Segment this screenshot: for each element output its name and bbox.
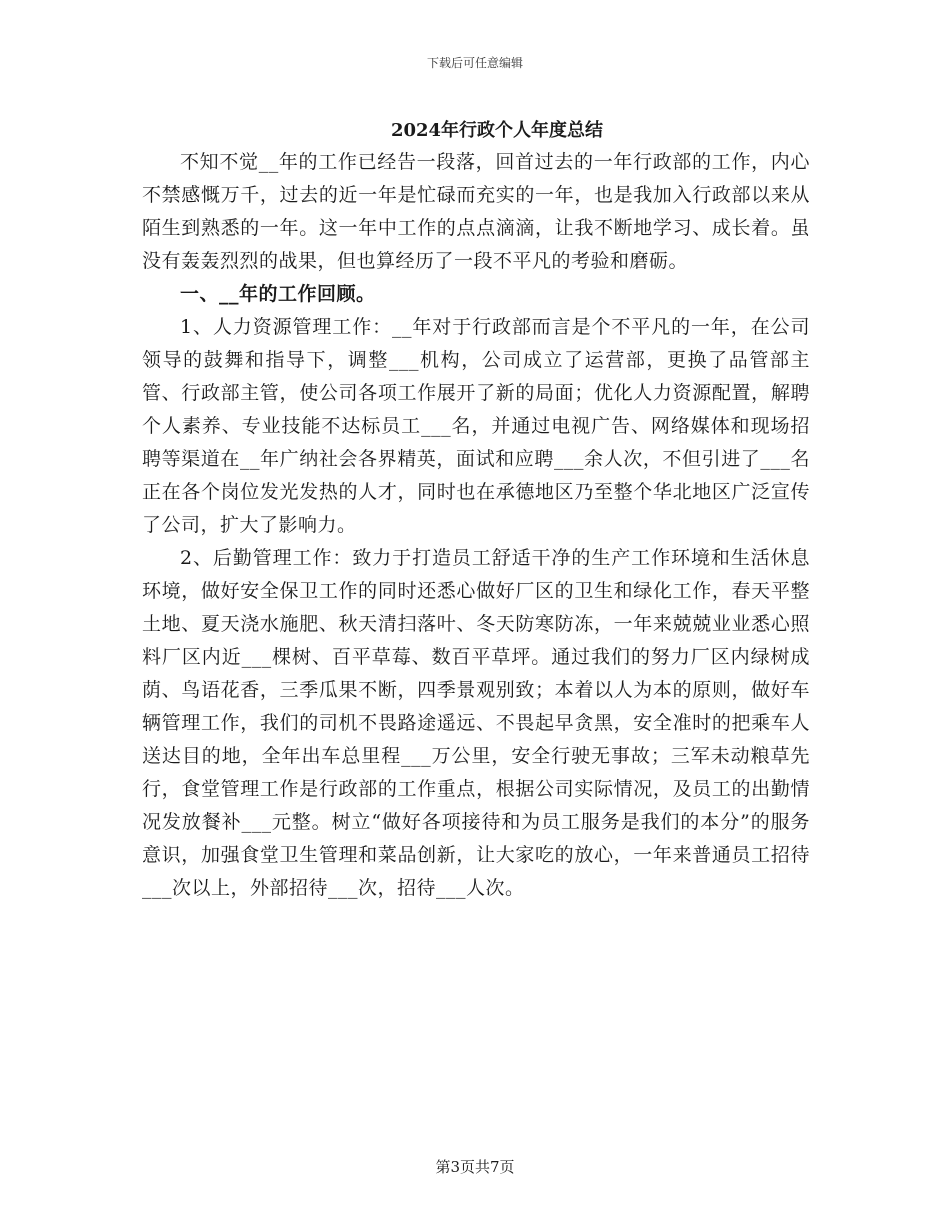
document-body: [142, 146, 810, 905]
page-header-note: 下载后可任意编辑: [426, 56, 523, 70]
page-number-footer: 第3页共7页: [435, 1158, 515, 1176]
hr-management-paragraph: 1、人力资源管理工作：__年对于行政部而言是个不平凡的一年，在公司领导的鼓舞和指导下，调整___机构，公司成立了运营部，更换了品管部主管、行政部主管，使公司各项工作展开了新的局面；优化人力资源配置，解聘个人素养、专业技能不达标员工___名，并通过电视广告、网络媒体和现场招聘等渠道在__年广纳社会各界精英，面试和应聘___余人次，不但引进了___名正在各个岗位发光发热的人才，同时也在承德地区乃至整个华北地区广泛宣传了公司，扩大了影响力。: [142, 316, 810, 536]
logistics-management-paragraph: 2、后勤管理工作：致力于打造员工舒适干净的生产工作环境和生活休息环境，做好安全保卫工作的同时还悉心做好厂区的卫生和绿化工作，春天平整土地、夏天浇水施肥、秋天清扫落叶、冬天防寒防冻，一年来兢兢业业悉心照料厂区内近___棵树、百平草莓、数百平草坪。通过我们的努力厂区内绿树成荫、鸟语花香，三季瓜果不断，四季景观别致；本着以人为本的原则，做好车辆管理工作，我们的司机不畏路途遥远、不畏起早贪黑，安全准时的把乘车人送达目的地，全年出车总里程___万公里，安全行驶无事故；三军未动粮草先行，食堂管理工作是行政部的工作重点，根据公司实际情况，及员工的出勤情况发放餐补___元整。树立“做好各项接待和为员工服务是我们的本分”的服务意识，加强食堂卫生管理和菜品创新，让大家吃的放心，一年来普通员工招待___次以上，外部招待___次，招待___人次。: [142, 547, 810, 899]
document-title: 2024年行政个人年度总结: [390, 120, 604, 141]
intro-paragraph: 不知不觉__年的工作已经告一段落，回首过去的一年行政部的工作，内心不禁感慨万千，过去的近一年是忙碌而充实的一年，也是我加入行政部以来从陌生到熟悉的一年。这一年中工作的点点滴滴，让我不断地学习、成长着。虽没有轰轰烈烈的战果，但也算经历了一段不平凡的考验和磨砺。: [142, 151, 810, 272]
section-heading-review: 一、__年的工作回顾。: [180, 283, 376, 305]
